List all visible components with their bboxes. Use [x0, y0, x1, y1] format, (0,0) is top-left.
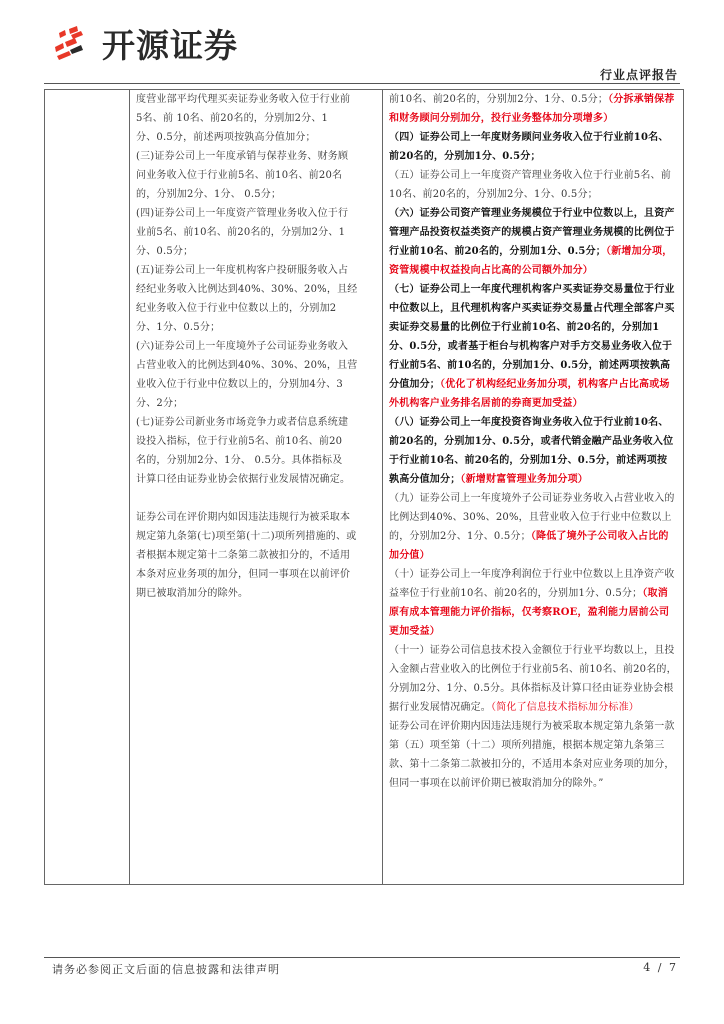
left-line: 计算口径由证券业协会依据行业发展情况确定。: [136, 474, 351, 485]
header-divider: [44, 83, 680, 84]
left-line: (三)证券公司上一年度承销与保荐业务、财务顾: [136, 151, 349, 162]
rule-text: （七）证券公司上一年度代理机构客户买卖证券交易量位于行业中位数以上，且代理机构客户买卖证券交易量占代理全部客户买卖证券交易量的比例位于行业前10名、前20名的，分别加1分、0.5分，或者基于柜台与机构客户对手方交易业务收入位于行业前5名、前10名的，分别加1分、0.5分，前述两项按孰高分值加分；: [389, 284, 675, 390]
old-rule-text: [130, 90, 382, 603]
rule-annotation: （新增财富管理业务加分项）: [460, 474, 589, 485]
left-line: 分、0.5分；: [136, 246, 194, 257]
left-line: 规定第九条第(七)项至第(十二)项所列措施的、或: [136, 531, 357, 542]
left-line: 证券公司在评价期内如因违法违规行为被采取本: [136, 512, 351, 523]
comparison-table: [44, 89, 684, 885]
rule-annotation: （简化了信息技术指标加分标准）: [491, 702, 639, 713]
left-line: 分、0.5分，前述两项按孰高分值加分；: [136, 132, 316, 143]
left-blank-line: [136, 489, 378, 508]
left-line: 5名、前 10名、前20名的，分别加2分、1: [136, 113, 329, 124]
rule-annotation: （优化了机构经纪业务加分项，机构客户占比高或场外机构客户业务排名居前的券商更加受益）: [389, 379, 670, 409]
rule-text: （十）证券公司上一年度净利润位于行业中位数以上且净资产收益率位于行业前10名、前20名的，分别加1分、0.5分；: [389, 569, 675, 599]
left-line: 业前5名、前10名、前20名的，分别加2分、1: [136, 227, 346, 238]
left-line: 者根据本规定第十二条第二款被扣分的，不适用: [136, 550, 351, 561]
rule-paragraph: （五）证券公司上一年度资产管理业务收入位于行业前5名、前10名、前20名的，分别加2分、1分、0.5分；: [389, 170, 671, 200]
left-line: 纪业务收入位于行业中位数以上的，分别加2: [136, 303, 337, 314]
rule-paragraph: （四）证券公司上一年度财务顾问业务收入位于行业前10名、前20名的，分别加1分、0.5分；: [389, 132, 669, 162]
left-line: 设投入指标，位于行业前5名、前10名、前20: [136, 436, 343, 447]
left-line: 期已被取消加分的除外。: [136, 588, 249, 599]
rule-paragraph: [389, 204, 677, 280]
report-type-label: 行业点评报告: [599, 68, 678, 82]
brand-name: 开源证券: [102, 25, 238, 65]
left-line: (四)证券公司上一年度资产管理业务收入位于行: [136, 208, 349, 219]
table-cell-old-rule: [130, 90, 383, 885]
rule-paragraph: [389, 90, 677, 128]
left-line: 经纪业务收入比例达到40%、30%、20%，且经: [136, 284, 358, 295]
rule-paragraph: [389, 565, 677, 641]
left-line: (六)证券公司上一年度境外子公司证券业务收入: [136, 341, 349, 352]
left-line: 度营业部平均代理买卖证券业务收入位于行业前: [136, 94, 351, 105]
rule-annotation: （取消原有成本管理能力评价指标，仅考察ROE，盈利能力居前公司更加受益）: [389, 588, 670, 637]
left-line: 名的，分别加2分、1分、 0.5分。具体指标及: [136, 455, 343, 466]
table-row: [45, 90, 684, 885]
footer-disclaimer: 请务必参阅正文后面的信息披露和法律声明: [52, 963, 280, 976]
rule-text: （九）证券公司上一年度境外子公司证券业务收入占营业收入的比例达到40%、30%、20%，且营业收入位于行业中位数以上的，分别加2分、1分、0.5分；: [389, 493, 675, 542]
rule-paragraph: 证券公司在评价期内因违法违规行为被采取本规定第九条第一款第（五）项至第（十二）项所列措施，根据本规定第九条第三款、第十二条第二款被扣分的，不适用本条对应业务项的加分，但同一事项在以前评价期已被取消加分的除外。”: [389, 721, 675, 789]
logo-mark-icon: [50, 20, 96, 66]
rule-text: 前10名、前20名的，分别加2分、1分、0.5分；: [389, 94, 609, 105]
left-line: 分、1分、0.5分；: [136, 322, 221, 333]
left-line: 占营业收入的比例达到40%、30%、20%，且营: [136, 360, 358, 371]
rule-annotation: （分拆承销保荐和财务顾问分别加分，投行业务整体加分项增多）: [389, 94, 675, 124]
left-line: 分、2分；: [136, 398, 184, 409]
table-cell-new-rule: [383, 90, 684, 885]
left-line: (七)证券公司新业务市场竞争力或者信息系统建: [136, 417, 349, 428]
page-number: 4 / 7: [643, 961, 678, 974]
left-line: 业收入位于行业中位数以上的，分别加4分、3: [136, 379, 343, 390]
rule-annotation: （新增加分项，资管规模中权益投向占比高的公司额外加分）: [389, 246, 673, 276]
rule-paragraph: [389, 413, 677, 489]
left-line: (五)证券公司上一年度机构客户投研服务收入占: [136, 265, 349, 276]
table-cell-label: [45, 90, 130, 885]
rule-annotation: （降低了境外子公司收入占比的加分值）: [389, 531, 669, 561]
new-rule-text: [383, 90, 683, 793]
rule-text: （六）证券公司资产管理业务规模位于行业中位数以上，且资产管理产品投资权益类资产的规模占资产管理业务规模的比例位于行业前10名、前20名的，分别加1分、0.5分；: [389, 208, 675, 257]
rule-text: （十一）证券公司信息技术投入金额位于行业平均数以上，且投入金额占营业收入的比例位于行业前5名、前10名、前20名的，分别加2分、1分、0.5分。具体指标及计算口径由证券业协会根据行业发展情况确定。: [389, 645, 677, 713]
left-line: 本条对应业务项的加分，但同一事项在以前评价: [136, 569, 351, 580]
company-logo: [50, 20, 238, 66]
rule-paragraph: [389, 280, 677, 413]
footer-divider: [44, 957, 680, 958]
left-line: 问业务收入位于行业前5名、前10名、前20名: [136, 170, 343, 181]
left-line: 的，分别加2分、1分、 0.5分；: [136, 189, 282, 200]
rule-paragraph: [389, 489, 677, 565]
rule-text: （八）证券公司上一年度投资咨询业务收入位于行业前10名、前20名的，分别加1分、0.5分，或者代销金融产品业务收入位于行业前10名、前20名的，分别加1分、0.5分，前述两项按孰高分值加分；: [389, 417, 674, 485]
rule-paragraph: [389, 641, 677, 717]
